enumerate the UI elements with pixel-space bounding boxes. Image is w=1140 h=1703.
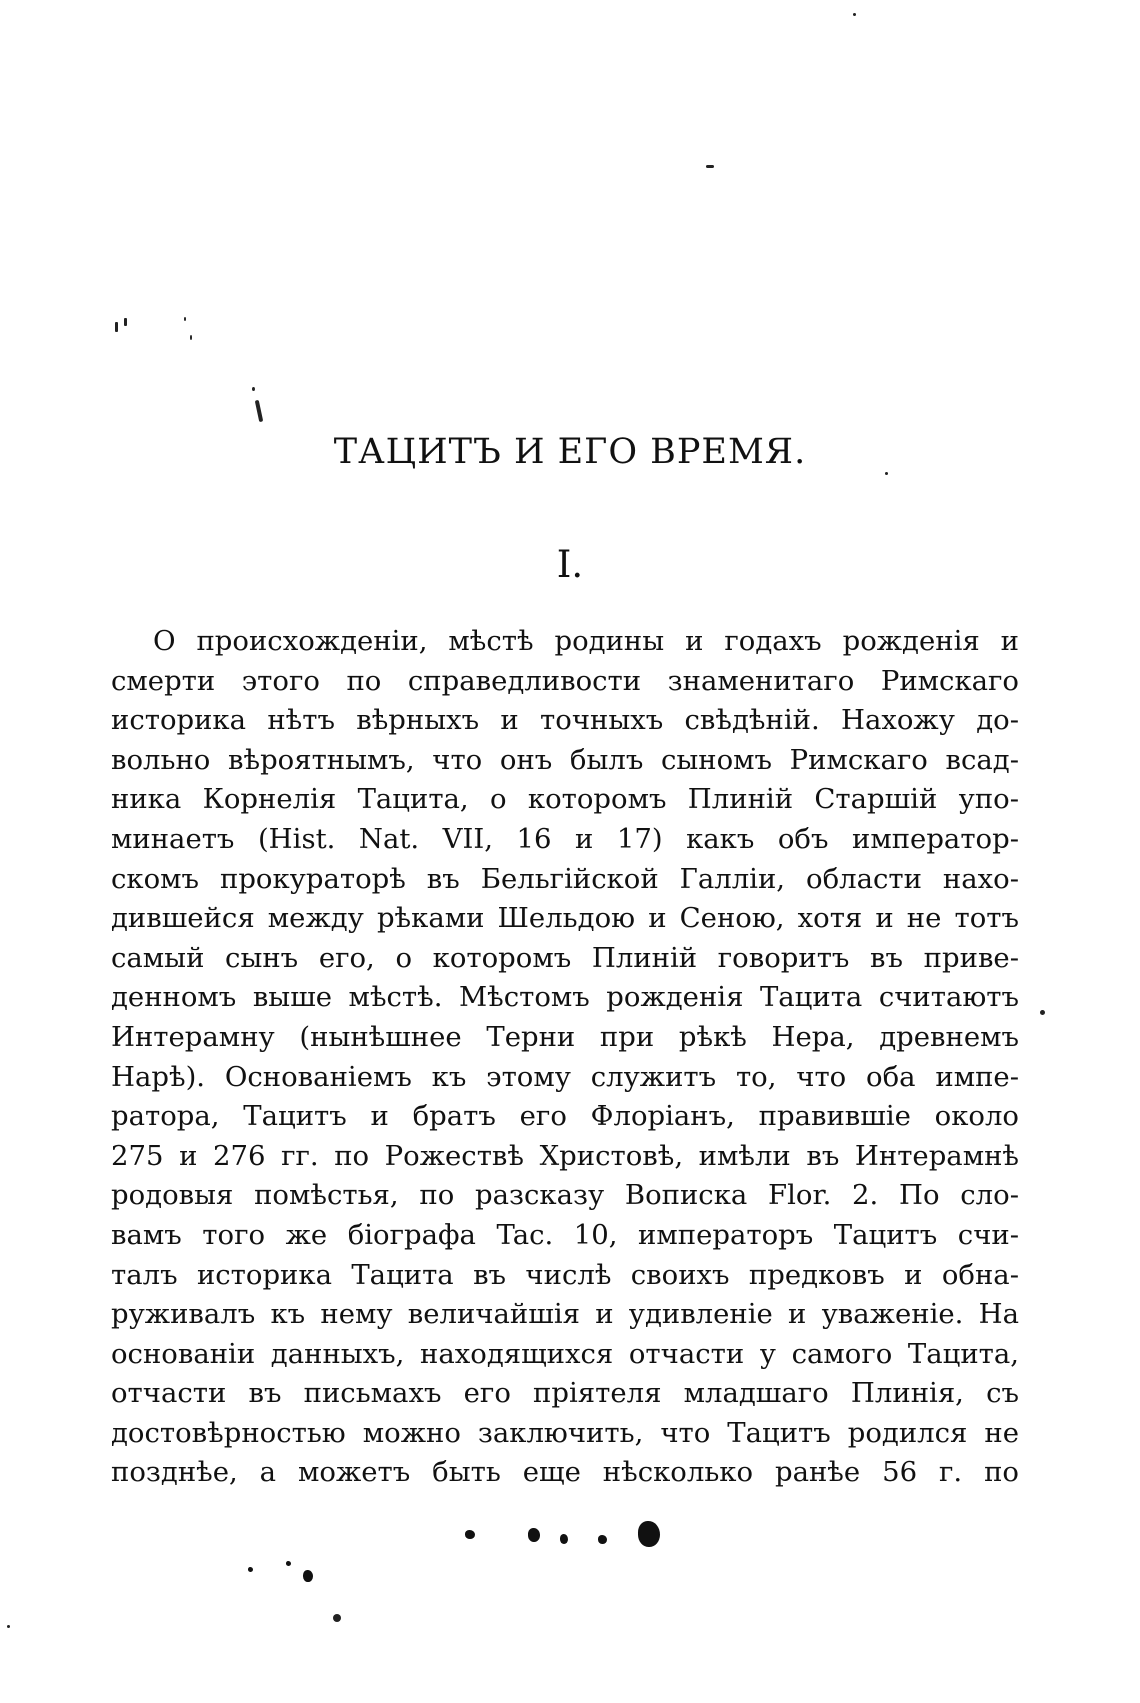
body-text [111, 622, 1019, 1493]
text-line: отчасти въ письмахъ его пріятеля младшаго Плинія, съ [111, 1377, 1019, 1410]
text-line: ратора, Тацитъ и братъ его Флоріанъ, правившіе около [111, 1100, 1019, 1133]
text-line: вольно вѣроятнымъ, что онъ былъ сыномъ Римскаго всад- [111, 743, 1019, 776]
text-line: талъ историка Тацита въ числѣ своихъ предковъ и обна- [111, 1258, 1019, 1291]
ink-blot [286, 1561, 291, 1566]
scan-speck [333, 1614, 341, 1622]
text-line: О происхожденіи, мѣстѣ родины и годахъ рожденія и [153, 625, 1019, 657]
scan-speck [7, 1625, 10, 1628]
text-line: родовыя помѣстья, по разсказу Вописка Flor. 2. По сло- [111, 1179, 1019, 1212]
page-title: ТАЦИТЪ И ЕГО ВРЕМЯ. [333, 432, 807, 472]
text-line: руживалъ къ нему величайшія и удивленіе и уваженіе. На [111, 1298, 1019, 1331]
text-line: позднѣе, а можетъ быть еще нѣсколько ранѣе 56 г. по [111, 1456, 1019, 1489]
text-line: основаніи данныхъ, находящихся отчасти у самого Тацита, [111, 1337, 1019, 1370]
ink-blot [638, 1521, 660, 1547]
scan-speck [252, 387, 255, 391]
text-line: 275 и 276 гг. по Рожествѣ Христовѣ, имѣли въ Интерамнѣ [111, 1139, 1019, 1172]
text-line: скомъ прокураторѣ въ Бельгійской Галліи, области нахо- [111, 862, 1019, 895]
scan-speck [190, 335, 192, 340]
text-line: смерти этого по справедливости знаменитаго Римскаго [111, 664, 1019, 697]
text-line: Интерамну (нынѣшнее Терни при рѣкѣ Нера, древнемъ [111, 1020, 1019, 1053]
section-number: I. [556, 543, 584, 586]
text-line: самый сынъ его, о которомъ Плиній говоритъ въ приве- [111, 941, 1019, 974]
ink-blot [598, 1535, 607, 1544]
scan-speck [706, 165, 714, 168]
ink-blot [560, 1534, 568, 1544]
text-line: Нарѣ). Основаніемъ къ этому служитъ то, что оба импе- [111, 1060, 1019, 1093]
text-line: ника Корнелія Тацита, о которомъ Плиній Старшій упо- [111, 783, 1019, 816]
scan-speck [115, 322, 118, 332]
text-line: вамъ того же біографа Tac. 10, императоръ Тацитъ счи- [111, 1218, 1019, 1251]
scan-speck [885, 472, 888, 475]
ink-blot [303, 1570, 313, 1582]
scan-speck [124, 318, 127, 326]
ink-blot [528, 1528, 540, 1542]
ink-blot [248, 1567, 253, 1572]
ink-blot [465, 1530, 475, 1539]
scan-speck [184, 317, 186, 321]
text-line: достовѣрностью можно заключить, что Тацитъ родился не [111, 1416, 1019, 1449]
scan-speck [853, 13, 856, 16]
text-line: минаетъ (Hist. Nat. VII, 16 и 17) какъ объ император- [111, 822, 1019, 855]
text-line: дившейся между рѣками Шельдою и Сеною, хотя и не тотъ [111, 902, 1019, 935]
scan-speck [1040, 1010, 1045, 1015]
text-line: историка нѣтъ вѣрныхъ и точныхъ свѣдѣній. Нахожу до- [111, 704, 1019, 737]
text-line: денномъ выше мѣстѣ. Мѣстомъ рожденія Тацита считаютъ [111, 981, 1019, 1014]
scan-speck [255, 400, 263, 422]
